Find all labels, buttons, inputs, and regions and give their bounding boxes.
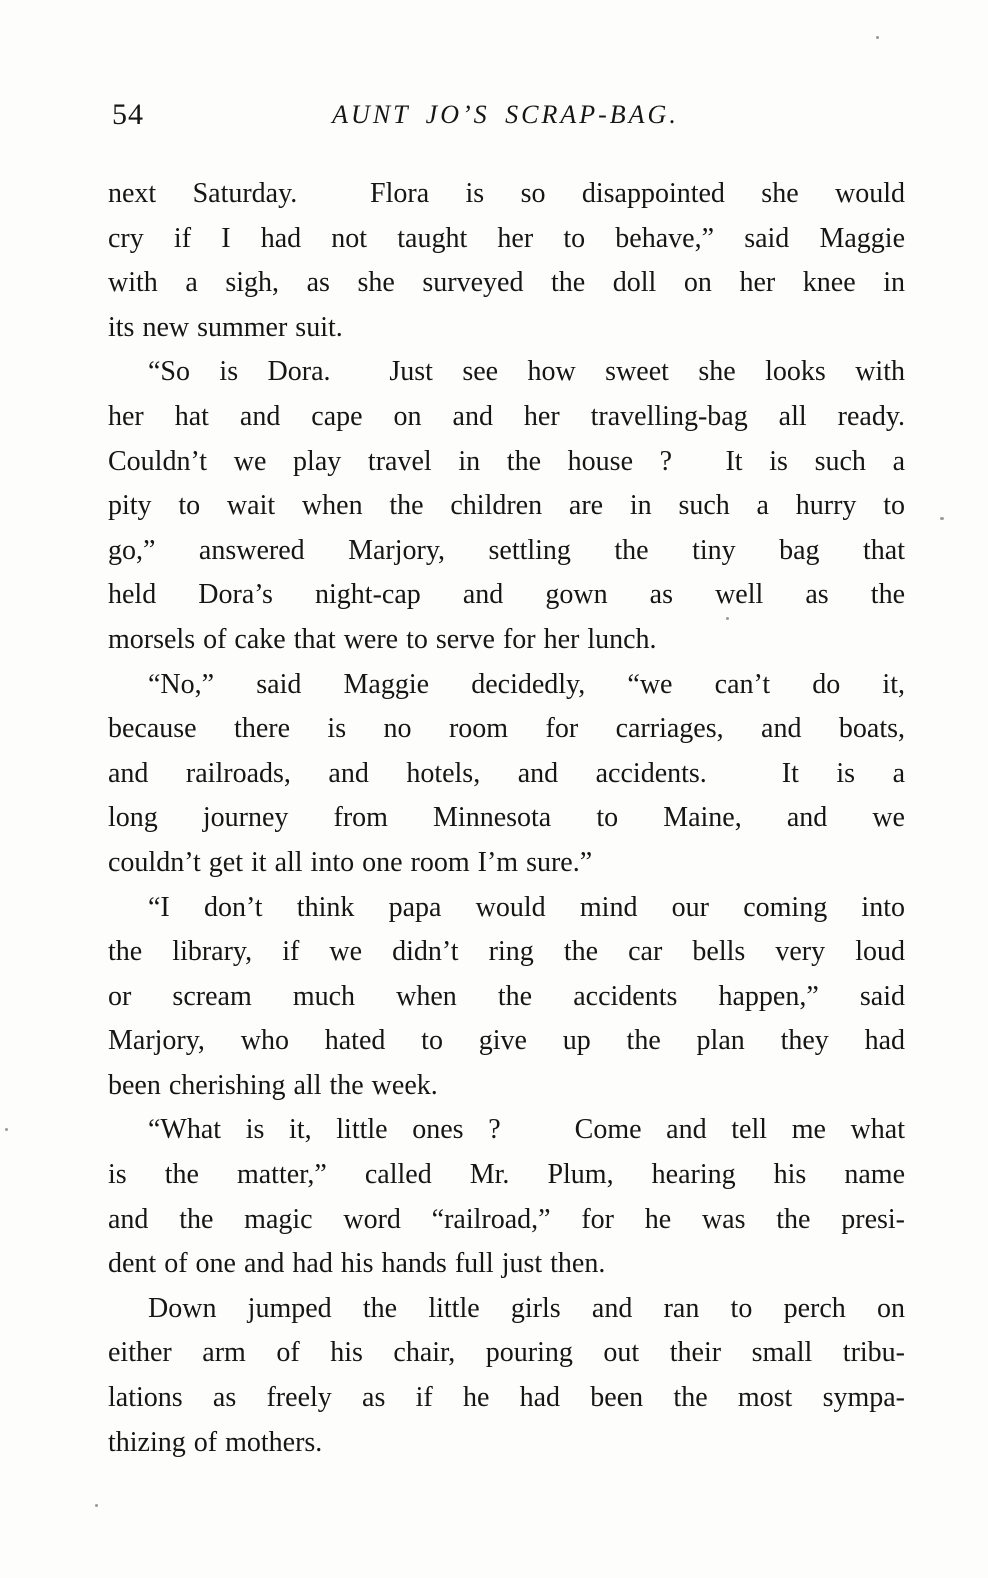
- text-line: “I don’t think papa would mind our coming into: [148, 891, 905, 923]
- text-line: held Dora’s night-cap and gown as well as the: [108, 579, 905, 611]
- text-line: go,” answered Marjory, settling the tiny bag that: [108, 534, 905, 566]
- scan-speck: [5, 1128, 8, 1131]
- paragraph: [108, 663, 905, 886]
- text-line: been cherishing all the week.: [108, 1069, 438, 1101]
- text-line: Down jumped the little girls and ran to perch on: [148, 1292, 905, 1324]
- paragraph: [108, 1287, 905, 1465]
- text-line: because there is no room for carriages, and boats,: [108, 713, 905, 745]
- scan-speck: [726, 617, 729, 620]
- text-line: “No,” said Maggie decidedly, “we can’t do it,: [148, 668, 905, 700]
- text-line: dent of one and had his hands full just then.: [108, 1248, 606, 1280]
- text-line: or scream much when the accidents happen,” said: [108, 980, 905, 1012]
- scan-speck: [95, 1504, 98, 1507]
- text-line: is the matter,” called Mr. Plum, hearing his name: [108, 1159, 905, 1191]
- text-line: the library, if we didn’t ring the car bells very loud: [108, 936, 905, 968]
- text-line: morsels of cake that were to serve for her lunch.: [108, 623, 657, 655]
- text-line: and railroads, and hotels, and accidents. It is a: [108, 757, 905, 789]
- text-line: her hat and cape on and her travelling-bag all ready.: [108, 400, 905, 432]
- text-line: either arm of his chair, pouring out their small tribu-: [108, 1337, 905, 1369]
- text-line: its new summer suit.: [108, 311, 343, 343]
- page-number: 54: [112, 98, 144, 131]
- text-line: cry if I had not taught her to behave,” said Maggie: [108, 222, 905, 254]
- text-line: thizing of mothers.: [108, 1426, 323, 1458]
- text-line: “What is it, little ones ? Come and tell me what: [148, 1114, 905, 1146]
- paragraph: [108, 350, 905, 662]
- body-text: [108, 172, 905, 1465]
- text-line: lations as freely as if he had been the most sympa-: [108, 1382, 905, 1414]
- text-line: “So is Dora. Just see how sweet she looks with: [148, 356, 905, 388]
- scan-speck: [876, 36, 879, 39]
- paragraph: [108, 1108, 905, 1286]
- text-line: and the magic word “railroad,” for he was the presi-: [108, 1203, 905, 1235]
- text-line: with a sigh, as she surveyed the doll on her knee in: [108, 267, 905, 299]
- text-line: long journey from Minnesota to Maine, and we: [108, 802, 905, 834]
- scan-speck: [940, 517, 944, 520]
- text-line: Couldn’t we play travel in the house ? It is such a: [108, 445, 905, 477]
- page-header: [108, 98, 903, 144]
- running-title: AUNT JO’S SCRAP-BAG.: [332, 100, 679, 129]
- text-line: next Saturday. Flora is so disappointed she would: [108, 178, 905, 209]
- text-line: couldn’t get it all into one room I’m sure.”: [108, 846, 593, 878]
- paragraph: [108, 172, 905, 350]
- paragraph: [108, 886, 905, 1109]
- text-line: pity to wait when the children are in such a hurry to: [108, 490, 905, 522]
- text-line: Marjory, who hated to give up the plan they had: [108, 1025, 905, 1057]
